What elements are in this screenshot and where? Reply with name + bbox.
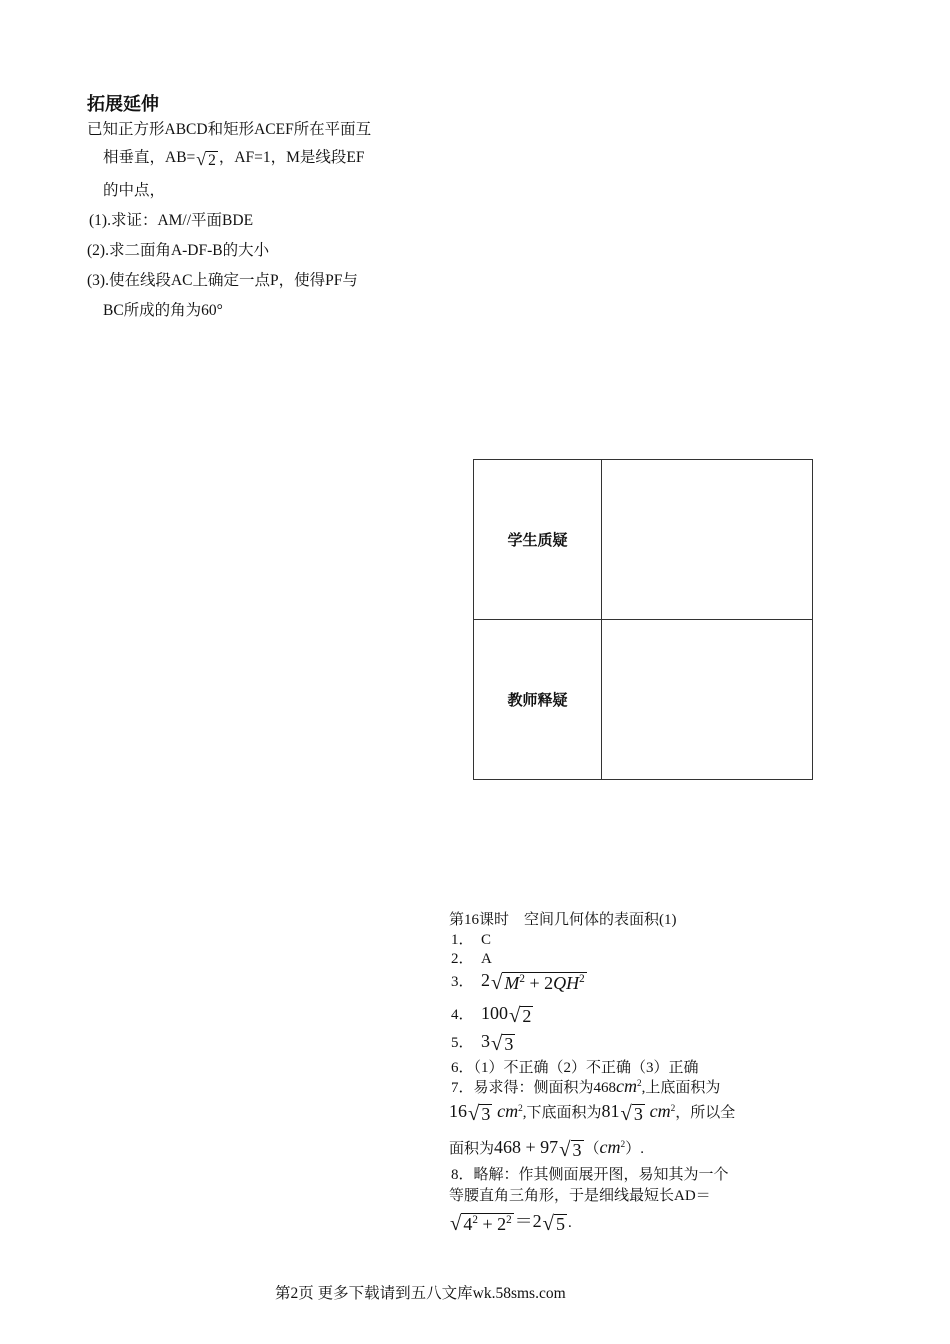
answer-5-sqrt: √ 3 [491,1033,514,1055]
problem-line-3: 的中点， [103,182,166,199]
answer-7-line-2 [449,1101,735,1125]
answer-7-cm: cm [616,1076,638,1096]
answer-4-sqrt: √ 2 [509,1005,532,1027]
answers-title: 第16课时 空间几何体的表面积(1) [449,912,677,928]
answer-8-sqrt1: √ $4^2 + 2^2$ [450,1213,512,1235]
answer-7-sqrt2: √ 3 [620,1103,643,1125]
sqrt-2-radicand: 2 [208,151,216,169]
answer-7-line3-radicand: 3 [572,1139,582,1160]
answer-5-coef: 3 [481,1031,491,1051]
answer-7-cm2: cm [497,1101,519,1121]
answer-3 [451,970,588,994]
answer-3-QH: QH [553,972,580,993]
answer-7-cm3: cm [649,1101,671,1121]
student-question-cell[interactable] [602,460,813,620]
answer-8-line-1: 8．略解：作其侧面展开图，易知其为一个 [451,1167,729,1183]
section-heading: 拓展延伸 [87,94,159,114]
answer-5-number: 5． [451,1035,474,1051]
answer-7-line3-expr: 468 + 97 [494,1137,559,1157]
question-2: (2).求二面角A-DF-B的大小 [87,242,270,259]
answer-7-exp3: 2 [670,1104,676,1114]
answer-7-line3-exp: 2 [620,1140,626,1150]
answer-7-line3-sqrt: √ 3 [559,1139,582,1161]
problem-line-2-text-b: ，AF=1，M是线段EF [218,149,365,166]
answer-7-line3-text: 面积为 [449,1141,495,1157]
problem-line-2 [103,150,365,169]
answer-4-radicand: 2 [522,1005,532,1026]
answer-3-exp1: 2 [519,972,525,985]
teacher-answer-cell[interactable] [602,620,813,780]
answer-3-coef: 2 [481,970,491,990]
question-1: (1).求证：AM//平面BDE [89,212,254,229]
sqrt-2: √ 2 [196,149,216,169]
answer-4 [451,1003,534,1027]
question-3-line-1: (3).使在线段AC上确定一点P，使得PF与 [87,272,358,289]
answer-7-exp2: 2 [518,1104,523,1114]
teacher-row [474,620,813,780]
answer-8-radicand2: 5 [556,1213,566,1234]
answer-7-mid: ,下底面积为 [522,1105,602,1121]
answer-7-line-3 [449,1137,644,1161]
student-row [474,460,813,620]
answer-3-exp2: 2 [579,972,585,985]
problem-line-1: 已知正方形ABCD和矩形ACEF所在平面互 [87,121,372,138]
page-footer: 第2页 更多下载请到五八文库wk.58sms.com [275,1285,566,1302]
answer-7-text-a: 7．易求得：侧面积为468 [451,1080,617,1096]
answer-7-paren-open: （ [584,1141,600,1157]
answer-7-line3-cm: cm [599,1137,621,1157]
answer-3-sqrt: √ $M^2 + 2QH^2$ [491,972,585,994]
answer-7-radicand2: 3 [633,1103,643,1124]
answer-8-eq: ＝2 [514,1211,542,1231]
answer-1: 1． C [451,932,492,948]
answer-8-line-2: 等腰直角三角形，于是细线最短长AD＝ [449,1188,711,1204]
answer-7-text-b: ,上底面积为 [641,1080,721,1096]
answer-7-sqrt1: √ 3 [468,1103,491,1125]
answer-8-sqrt2: √ 5 [542,1213,566,1235]
answer-7-radicand1: 3 [481,1103,491,1124]
answer-7-line-1 [451,1076,720,1097]
answer-4-number: 4． [451,1007,474,1023]
answer-8-exp-a: 2 [472,1213,478,1226]
answer-7-coef1: 16 [449,1101,467,1121]
answer-7-end: ，所以全 [675,1105,736,1121]
answer-3-M: M [504,972,520,993]
answer-7-coef2: 81 [601,1101,620,1121]
answer-7-exp: 2 [637,1079,642,1089]
answer-8-line-3 [449,1207,572,1235]
answer-7-paren-close: ）. [625,1141,644,1157]
problem-line-2-text-a: 相垂直，AB= [103,149,196,166]
answer-2: 2． A [451,951,492,967]
answer-5 [451,1031,516,1055]
answer-8-rad-b: 2 [497,1213,507,1234]
answer-3-number: 3． [451,974,474,990]
teacher-answer-label: 教师释疑 [474,620,602,780]
answer-5-radicand: 3 [504,1033,514,1054]
answer-3-plus: + 2 [524,972,554,993]
answer-8-exp-b: 2 [506,1213,512,1226]
student-question-label: 学生质疑 [474,460,602,620]
answer-6: 6．（1）不正确（2）不正确（3）正确 [451,1060,699,1076]
question-3-line-2: BC所成的角为60° [103,302,223,319]
question-answer-table [473,459,813,780]
answer-8-rad-a: 4 [463,1213,473,1234]
answer-4-coef: 100 [481,1003,509,1023]
answer-8-end: . [568,1215,572,1231]
